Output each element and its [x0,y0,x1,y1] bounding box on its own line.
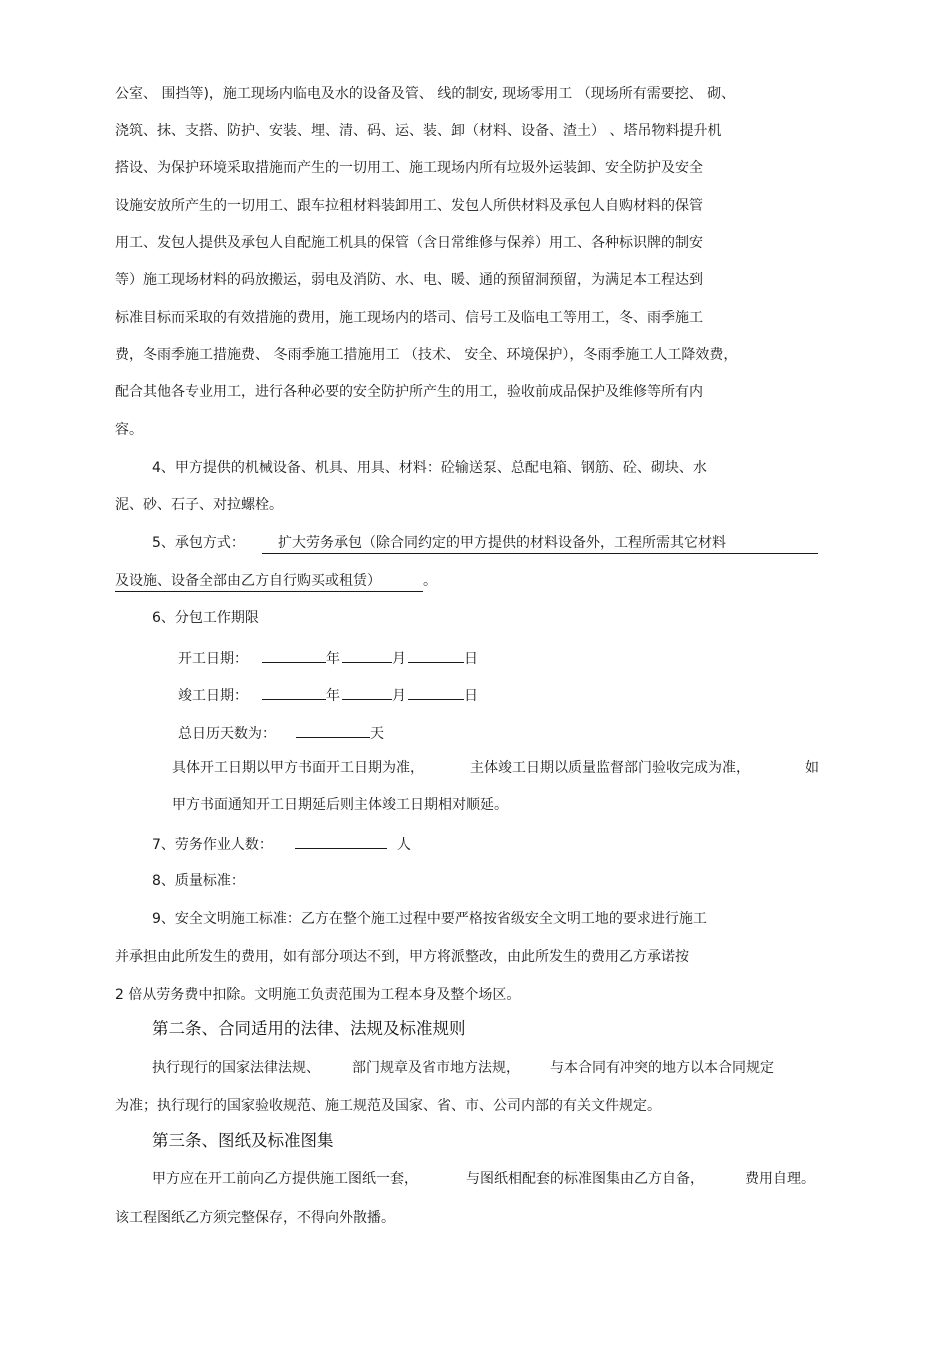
item8-label: 8、质量标准： [152,873,245,889]
item7-row [152,832,411,855]
scope-line-1: 公室、 围挡等)，施工现场内临电及水的设备及管、 线的制安, 现场零用工 （现场所有需要挖、 砌、 [115,86,736,102]
item5-value-text-2: 及设施、设备全部由乙方自行购买或租赁） [115,571,423,592]
item6-title: 6、分包工作期限 [152,610,259,626]
scope-line-4: 设施安放所产生的一切用工、跟车拉租材料装卸用工、发包人所供材料及承包人自购材料的保管 [115,198,703,214]
item9-line-3: 2 倍从劳务费中扣除。文明施工负责范围为工程本身及整个场区。 [115,987,521,1003]
item7-unit: 人 [396,837,411,853]
article2-heading: 第二条、合同适用的法律、法规及标准规则 [152,1019,466,1038]
start-date-label: 开工日期： [178,651,248,667]
start-month-blank[interactable] [342,646,392,663]
article3-line-1a: 甲方应在开工前向乙方提供施工图纸一套， [152,1171,418,1187]
total-days-blank[interactable] [296,721,370,738]
start-year-blank[interactable] [262,646,326,663]
item4-line-1: 4、甲方提供的机械设备、机具、用具、材料：砼输送泵、总配电箱、钢筋、砼、砌块、水 [152,460,707,476]
scope-line-10: 容。 [115,422,143,438]
scope-line-6: 等）施工现场材料的码放搬运，弱电及消防、水、电、暖、通的预留洞预留，为满足本工程达到 [115,272,703,288]
total-days-row [178,721,384,744]
end-month-unit: 月 [392,688,406,704]
item5-label: 5、承包方式： [152,535,245,551]
end-date-label: 竣工日期： [178,688,248,704]
end-year-blank[interactable] [262,683,326,700]
item6-note-1a: 具体开工日期以甲方书面开工日期为准， [172,760,424,776]
item5-end: 。 [423,573,437,589]
total-days-label: 总日历天数为： [178,726,276,742]
end-year-unit: 年 [326,688,340,704]
scope-line-9: 配合其他各专业用工，进行各种必要的安全防护所产生的用工，验收前成品保护及维修等所有内 [115,384,703,400]
article3-heading: 第三条、图纸及标准图集 [152,1131,334,1150]
scope-line-2: 浇筑、抹、支搭、防护、安装、埋、清、码、运、装、卸（材料、设备、渣土） 、塔吊物料提升机 [115,123,722,139]
article2-line-1c: 与本合同有冲突的地方以本合同规定 [550,1060,774,1076]
workers-count-blank[interactable] [295,832,387,849]
item5-value-text-1: 扩大劳务承包（除合同约定的甲方提供的材料设备外，工程所需其它材料 [278,535,726,551]
end-day-blank[interactable] [408,683,464,700]
start-year-unit: 年 [326,651,340,667]
item5-value-line-1 [262,533,818,554]
item6-note-1b: 主体竣工日期以质量监督部门验收完成为准， [470,760,750,776]
item5-line-2 [115,571,437,592]
article3-line-1b: 与图纸相配套的标准图集由乙方自备， [466,1171,704,1187]
item7-label: 7、劳务作业人数： [152,837,273,853]
item9-line-1: 9、安全文明施工标准：乙方在整个施工过程中要严格按省级安全文明工地的要求进行施工 [152,911,707,927]
start-date-row [178,646,478,669]
item6-note-2: 甲方书面通知开工日期延后则主体竣工日期相对顺延。 [172,797,508,813]
scope-line-7: 标准目标而采取的有效措施的费用，施工现场内的塔司、信号工及临电工等用工，冬、雨季施工 [115,310,703,326]
end-date-row [178,683,478,706]
start-month-unit: 月 [392,651,406,667]
end-day-unit: 日 [464,688,478,704]
article3-line-1c: 费用自理。 [745,1171,815,1187]
item9-line-2: 并承担由此所发生的费用，如有部分项达不到，甲方将派整改，由此所发生的费用乙方承诺按 [115,949,689,965]
scope-line-8: 费，冬雨季施工措施费、 冬雨季施工措施用工 （技术、 安全、环境保护），冬雨季施工人工降效费， [115,347,738,363]
total-days-unit: 天 [370,726,384,742]
start-day-blank[interactable] [408,646,464,663]
item6-note-1c: 如 [805,760,819,776]
article2-line-2: 为准；执行现行的国家验收规范、施工规范及国家、省、市、公司内部的有关文件规定。 [115,1098,661,1114]
scope-line-5: 用工、发包人提供及承包人自配施工机具的保管（含日常维修与保养）用工、各种标识牌的制安 [115,235,703,251]
start-day-unit: 日 [464,651,478,667]
item4-line-2: 泥、砂、石子、对拉螺栓。 [115,497,283,513]
scope-line-3: 搭设、为保护环境采取措施而产生的一切用工、施工现场内所有垃圾外运装卸、安全防护及安全 [115,160,703,176]
article3-line-2: 该工程图纸乙方须完整保存，不得向外散播。 [115,1210,395,1226]
end-month-blank[interactable] [342,683,392,700]
article2-line-1b: 部门规章及省市地方法规， [352,1060,520,1076]
article2-line-1a: 执行现行的国家法律法规、 [152,1060,320,1076]
